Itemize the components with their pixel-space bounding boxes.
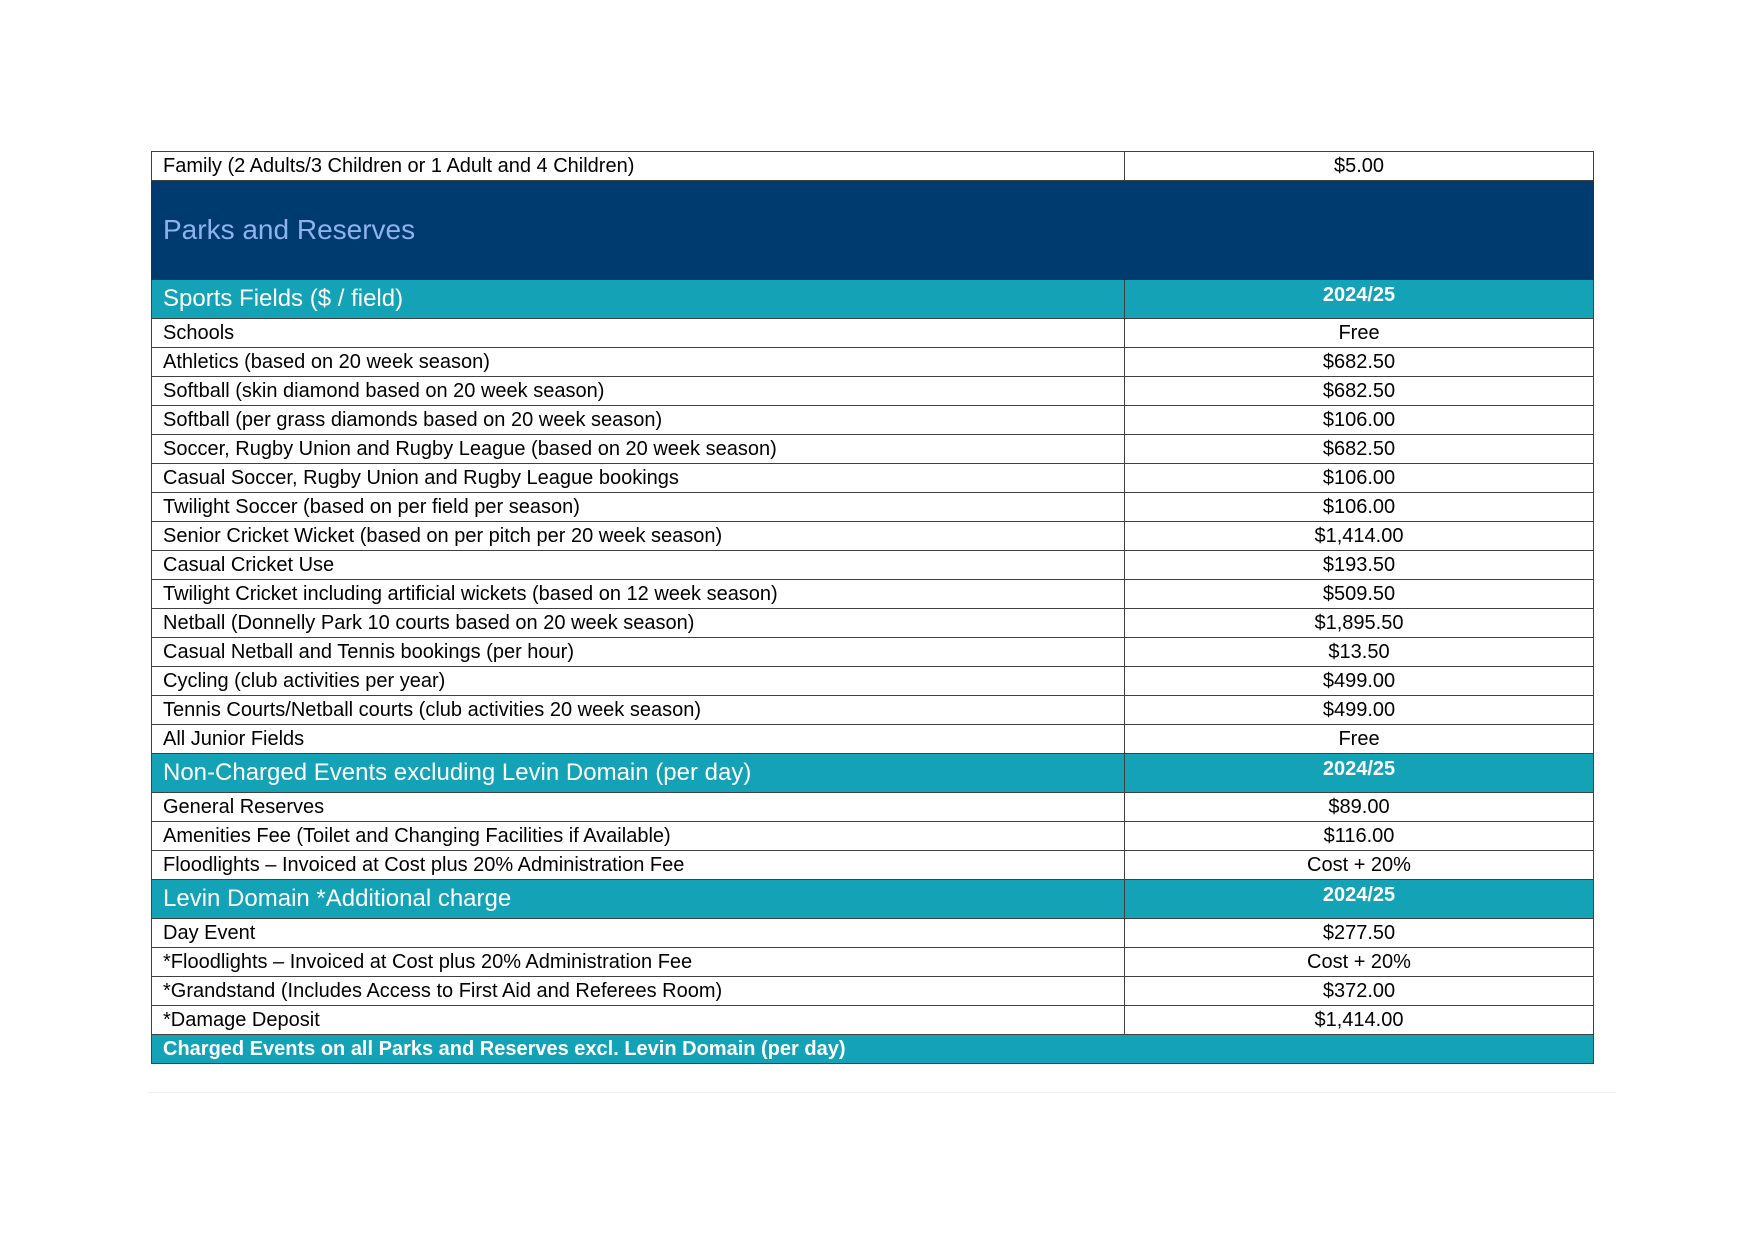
section-title: Sports Fields ($ / field) — [152, 280, 1125, 319]
row-label: Tennis Courts/Netball courts (club activities 20 week season) — [152, 696, 1125, 725]
table-row — [152, 580, 1594, 609]
row-value: Free — [1125, 319, 1594, 348]
table-row — [152, 1006, 1594, 1035]
table-row — [152, 551, 1594, 580]
section-title: Levin Domain *Additional charge — [152, 880, 1125, 919]
row-value: Cost + 20% — [1125, 851, 1594, 880]
row-label: Netball (Donnelly Park 10 courts based on 20 week season) — [152, 609, 1125, 638]
row-label: *Floodlights – Invoiced at Cost plus 20% Administration Fee — [152, 948, 1125, 977]
section-year: 2024/25 — [1125, 880, 1594, 919]
row-value: $13.50 — [1125, 638, 1594, 667]
section-header-levin-domain — [152, 880, 1594, 919]
row-label: Cycling (club activities per year) — [152, 667, 1125, 696]
row-value: Cost + 20% — [1125, 948, 1594, 977]
table-row — [152, 851, 1594, 880]
row-label: *Damage Deposit — [152, 1006, 1125, 1035]
table-row — [152, 348, 1594, 377]
row-value: $372.00 — [1125, 977, 1594, 1006]
row-value: $116.00 — [1125, 822, 1594, 851]
row-label: Twilight Cricket including artificial wickets (based on 12 week season) — [152, 580, 1125, 609]
row-label: Casual Netball and Tennis bookings (per hour) — [152, 638, 1125, 667]
row-label: Athletics (based on 20 week season) — [152, 348, 1125, 377]
table-row — [152, 667, 1594, 696]
row-label: Casual Cricket Use — [152, 551, 1125, 580]
table-row — [152, 152, 1594, 181]
table-row — [152, 319, 1594, 348]
row-label: Day Event — [152, 919, 1125, 948]
fees-table — [151, 151, 1594, 1064]
row-value: $193.50 — [1125, 551, 1594, 580]
row-label: All Junior Fields — [152, 725, 1125, 754]
row-value: $1,414.00 — [1125, 1006, 1594, 1035]
table-row — [152, 609, 1594, 638]
table-row — [152, 435, 1594, 464]
table-row — [152, 377, 1594, 406]
table-row — [152, 406, 1594, 435]
section-year: 2024/25 — [1125, 280, 1594, 319]
table-row — [152, 696, 1594, 725]
row-value: $106.00 — [1125, 406, 1594, 435]
section-title: Charged Events on all Parks and Reserves excl. Levin Domain (per day) — [152, 1035, 1594, 1064]
row-label: Senior Cricket Wicket (based on per pitch per 20 week season) — [152, 522, 1125, 551]
section-header-sports-fields — [152, 280, 1594, 319]
row-value: Free — [1125, 725, 1594, 754]
table-row — [152, 638, 1594, 667]
row-label: Soccer, Rugby Union and Rugby League (based on 20 week season) — [152, 435, 1125, 464]
page-divider — [148, 1092, 1616, 1093]
section-title: Non-Charged Events excluding Levin Domain (per day) — [152, 754, 1125, 793]
table-row — [152, 977, 1594, 1006]
row-value: $509.50 — [1125, 580, 1594, 609]
row-label: Casual Soccer, Rugby Union and Rugby League bookings — [152, 464, 1125, 493]
row-value: $682.50 — [1125, 435, 1594, 464]
banner-title: Parks and Reserves — [152, 181, 1594, 280]
row-value: $1,895.50 — [1125, 609, 1594, 638]
parks-banner — [152, 181, 1594, 280]
table-row — [152, 948, 1594, 977]
row-value: $682.50 — [1125, 377, 1594, 406]
row-label: Amenities Fee (Toilet and Changing Facilities if Available) — [152, 822, 1125, 851]
table-row — [152, 919, 1594, 948]
row-label: Twilight Soccer (based on per field per season) — [152, 493, 1125, 522]
row-value: $106.00 — [1125, 464, 1594, 493]
row-value: $499.00 — [1125, 696, 1594, 725]
table-row — [152, 822, 1594, 851]
row-label: *Grandstand (Includes Access to First Aid and Referees Room) — [152, 977, 1125, 1006]
row-value: $106.00 — [1125, 493, 1594, 522]
section-header-non-charged-events — [152, 754, 1594, 793]
row-value: $499.00 — [1125, 667, 1594, 696]
row-label: General Reserves — [152, 793, 1125, 822]
row-value: $89.00 — [1125, 793, 1594, 822]
row-label: Floodlights – Invoiced at Cost plus 20% Administration Fee — [152, 851, 1125, 880]
table-row — [152, 522, 1594, 551]
section-header-charged-events — [152, 1035, 1594, 1064]
section-year: 2024/25 — [1125, 754, 1594, 793]
table-row — [152, 725, 1594, 754]
table-row — [152, 464, 1594, 493]
row-value: $277.50 — [1125, 919, 1594, 948]
table-row — [152, 493, 1594, 522]
row-label: Schools — [152, 319, 1125, 348]
row-label: Softball (skin diamond based on 20 week season) — [152, 377, 1125, 406]
row-value: $682.50 — [1125, 348, 1594, 377]
row-value: $5.00 — [1125, 152, 1594, 181]
row-label: Family (2 Adults/3 Children or 1 Adult and 4 Children) — [152, 152, 1125, 181]
row-label: Softball (per grass diamonds based on 20 week season) — [152, 406, 1125, 435]
table-row — [152, 793, 1594, 822]
row-value: $1,414.00 — [1125, 522, 1594, 551]
